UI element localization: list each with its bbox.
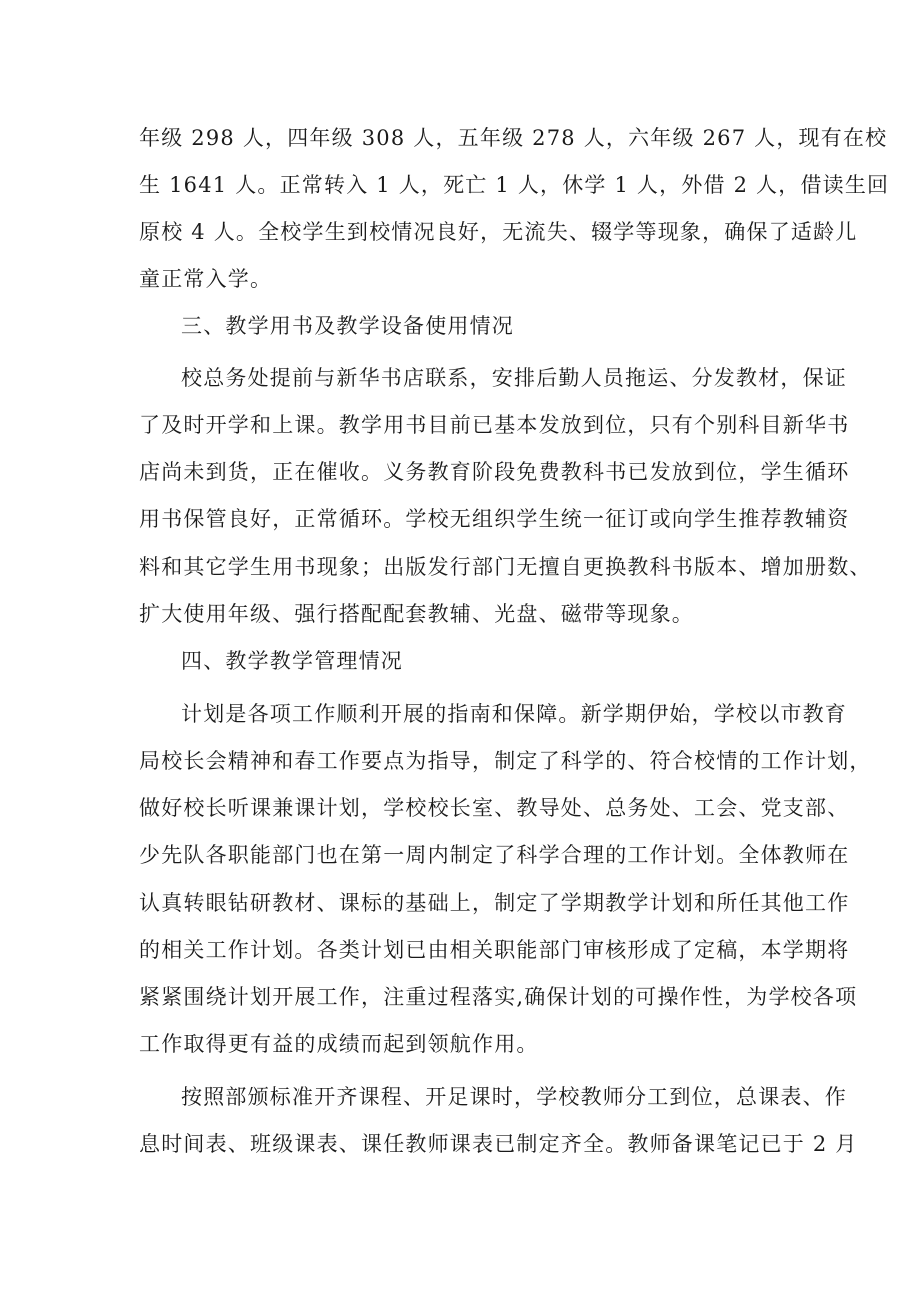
section-heading-3: 三、教学用书及教学设备使用情况 bbox=[181, 314, 514, 338]
text-line-3: 原校 4 人。全校学生到校情况良好，无流失、辍学等现象，确保了适龄儿 bbox=[139, 220, 858, 244]
text-line-1: 年级 298 人，四年级 308 人，五年级 278 人，六年级 267 人，现有在校 bbox=[139, 126, 888, 150]
text-line-2: 生 1641 人。正常转入 1 人，死亡 1 人，休学 1 人，外借 2 人，借读生回 bbox=[139, 173, 890, 197]
text-line-8: 店尚未到货，正在催收。义务教育阶段免费教科书已发放到位，学生循环 bbox=[139, 460, 850, 484]
text-line-21: 按照部颁标准开齐课程、开足课时，学校教师分工到位，总课表、作 bbox=[181, 1085, 847, 1109]
text-line-14: 局校长会精神和春工作要点为指导，制定了科学的、符合校情的工作计划， bbox=[139, 749, 872, 773]
text-line-15: 做好校长听课兼课计划，学校校长室、教导处、总务处、工会、党支部、 bbox=[139, 796, 850, 820]
section-heading-4: 四、教学教学管理情况 bbox=[181, 649, 403, 673]
text-line-10: 料和其它学生用书现象；出版发行部门无擅自更换教科书版本、增加册数、 bbox=[139, 555, 872, 579]
text-line-9: 用书保管良好，正常循环。学校无组织学生统一征订或向学生推荐教辅资 bbox=[139, 507, 850, 531]
text-line-16: 少先队各职能部门也在第一周内制定了科学合理的工作计划。全体教师在 bbox=[139, 843, 850, 867]
text-line-18: 的相关工作计划。各类计划已由相关职能部门审核形成了定稿，本学期将 bbox=[139, 938, 850, 962]
text-line-6: 校总务处提前与新华书店联系，安排后勤人员拖运、分发教材，保证 bbox=[181, 366, 847, 390]
text-line-20: 工作取得更有益的成绩而起到领航作用。 bbox=[139, 1032, 539, 1056]
text-line-7: 了及时开学和上课。教学用书目前已基本发放到位，只有个别科目新华书 bbox=[139, 413, 850, 437]
text-line-19: 紧紧围绕计划开展工作，注重过程落实,确保计划的可操作性，为学校各项 bbox=[139, 985, 858, 1009]
text-line-13: 计划是各项工作顺利开展的指南和保障。新学期伊始，学校以市教育 bbox=[181, 702, 847, 726]
text-line-22: 息时间表、班级课表、课任教师课表已制定齐全。教师备课笔记已于 2 月 bbox=[139, 1132, 858, 1156]
text-line-4: 童正常入学。 bbox=[139, 267, 273, 291]
text-line-11: 扩大使用年级、强行搭配配套教辅、光盘、磁带等现象。 bbox=[139, 602, 694, 626]
text-line-17: 认真转眼钻研教材、课标的基础上，制定了学期教学计划和所任其他工作 bbox=[139, 891, 850, 915]
